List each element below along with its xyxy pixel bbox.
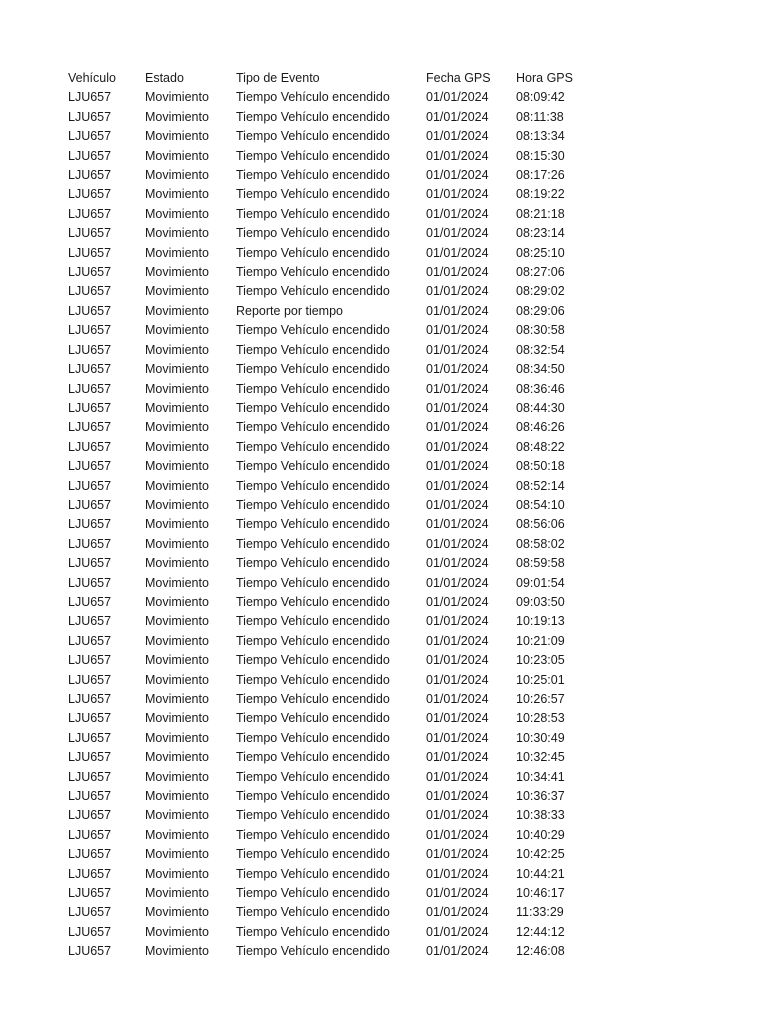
fecha-gps-cell: 01/01/2024	[426, 575, 489, 590]
fecha-gps-cell: 01/01/2024	[426, 750, 489, 765]
estado-cell: Movimiento	[145, 594, 209, 609]
tipo-evento-cell: Tiempo Vehículo encendido	[236, 109, 390, 124]
fecha-gps-cell: 01/01/2024	[426, 905, 489, 920]
tipo-evento-cell: Tiempo Vehículo encendido	[236, 284, 390, 299]
vehiculo-cell: LJU657	[68, 168, 112, 183]
table-row	[68, 263, 586, 282]
table-row	[68, 205, 586, 224]
table-row	[68, 282, 586, 301]
vehiculo-cell: LJU657	[68, 420, 112, 435]
hora-gps-cell: 10:19:13	[516, 614, 565, 629]
tipo-evento-cell: Tiempo Vehículo encendido	[236, 265, 390, 280]
estado-cell: Movimiento	[145, 362, 209, 377]
hora-gps-cell: 09:03:50	[516, 594, 565, 609]
tipo-evento-cell: Tiempo Vehículo encendido	[236, 478, 390, 493]
estado-cell: Movimiento	[145, 148, 209, 163]
tipo-evento-cell: Tiempo Vehículo encendido	[236, 497, 390, 512]
tipo-evento-cell: Tiempo Vehículo encendido	[236, 226, 390, 241]
hora-gps-cell: 10:25:01	[516, 672, 565, 687]
vehiculo-cell: LJU657	[68, 362, 112, 377]
estado-cell: Movimiento	[145, 556, 209, 571]
fecha-gps-cell: 01/01/2024	[426, 226, 489, 241]
fecha-gps-cell: 01/01/2024	[426, 653, 489, 668]
estado-cell: Movimiento	[145, 129, 209, 144]
hora-gps-cell: 12:44:12	[516, 924, 565, 939]
table-header-row	[68, 69, 586, 88]
vehiculo-cell: LJU657	[68, 847, 112, 862]
table-row	[68, 88, 586, 107]
vehiculo-cell: LJU657	[68, 439, 112, 454]
table-row	[68, 554, 586, 573]
hora-gps-cell: 10:40:29	[516, 827, 565, 842]
vehiculo-cell: LJU657	[68, 924, 112, 939]
table-row	[68, 671, 586, 690]
tipo-evento-cell: Tiempo Vehículo encendido	[236, 886, 390, 901]
table-row	[68, 787, 586, 806]
table-row	[68, 690, 586, 709]
hora-gps-cell: 08:09:42	[516, 90, 565, 105]
hora-gps-cell: 11:33:29	[516, 905, 564, 920]
hora-gps-cell: 08:48:22	[516, 439, 565, 454]
table-row	[68, 923, 586, 942]
table-row	[68, 709, 586, 728]
fecha-gps-cell: 01/01/2024	[426, 517, 489, 532]
hora-gps-cell: 10:26:57	[516, 692, 565, 706]
estado-cell: Movimiento	[145, 109, 209, 124]
vehiculo-cell: LJU657	[68, 226, 112, 241]
fecha-gps-cell: 01/01/2024	[426, 808, 489, 823]
vehiculo-cell: LJU657	[68, 109, 112, 124]
fecha-gps-cell: 01/01/2024	[426, 362, 489, 377]
hora-gps-cell: 10:30:49	[516, 730, 565, 745]
table-row	[68, 244, 586, 263]
estado-cell: Movimiento	[145, 653, 209, 668]
vehiculo-cell: LJU657	[68, 789, 112, 804]
fecha-gps-cell: 01/01/2024	[426, 692, 489, 706]
hora-gps-cell: 08:36:46	[516, 381, 565, 396]
tipo-evento-cell: Tiempo Vehículo encendido	[236, 692, 390, 706]
tipo-evento-cell: Tiempo Vehículo encendido	[236, 594, 390, 609]
hora-gps-cell: 08:30:58	[516, 323, 565, 338]
table-row	[68, 651, 586, 670]
table-row	[68, 399, 586, 418]
vehiculo-cell: LJU657	[68, 575, 112, 590]
fecha-gps-cell: 01/01/2024	[426, 789, 489, 804]
table-row	[68, 302, 586, 321]
vehiculo-cell: LJU657	[68, 400, 112, 415]
hora-gps-cell: 08:17:26	[516, 168, 565, 183]
vehiculo-cell: LJU657	[68, 536, 112, 551]
hora-gps-cell: 10:46:17	[516, 886, 565, 901]
fecha-gps-cell: 01/01/2024	[426, 866, 489, 881]
fecha-gps-cell: 01/01/2024	[426, 536, 489, 551]
vehiculo-cell: LJU657	[68, 556, 112, 571]
header-hora-gps: Hora GPS	[516, 71, 573, 85]
vehiculo-cell: LJU657	[68, 459, 112, 474]
estado-cell: Movimiento	[145, 886, 209, 901]
estado-cell: Movimiento	[145, 459, 209, 474]
fecha-gps-cell: 01/01/2024	[426, 187, 489, 202]
estado-cell: Movimiento	[145, 692, 209, 706]
estado-cell: Movimiento	[145, 614, 209, 629]
table-row	[68, 477, 586, 496]
hora-gps-cell: 08:46:26	[516, 420, 565, 435]
tipo-evento-cell: Tiempo Vehículo encendido	[236, 245, 390, 260]
estado-cell: Movimiento	[145, 750, 209, 765]
hora-gps-cell: 08:15:30	[516, 148, 565, 163]
tipo-evento-cell: Tiempo Vehículo encendido	[236, 905, 390, 920]
table-row	[68, 185, 586, 204]
estado-cell: Movimiento	[145, 226, 209, 241]
fecha-gps-cell: 01/01/2024	[426, 827, 489, 842]
vehiculo-cell: LJU657	[68, 517, 112, 532]
vehiculo-cell: LJU657	[68, 711, 112, 726]
fecha-gps-cell: 01/01/2024	[426, 886, 489, 901]
hora-gps-cell: 08:21:18	[516, 206, 565, 221]
tipo-evento-cell: Tiempo Vehículo encendido	[236, 808, 390, 823]
hora-gps-cell: 08:52:14	[516, 478, 565, 493]
estado-cell: Movimiento	[145, 905, 209, 920]
estado-cell: Movimiento	[145, 420, 209, 435]
vehiculo-cell: LJU657	[68, 284, 112, 299]
vehiculo-cell: LJU657	[68, 90, 112, 105]
estado-cell: Movimiento	[145, 866, 209, 881]
fecha-gps-cell: 01/01/2024	[426, 400, 489, 415]
fecha-gps-cell: 01/01/2024	[426, 420, 489, 435]
tipo-evento-cell: Tiempo Vehículo encendido	[236, 924, 390, 939]
table-row	[68, 166, 586, 185]
fecha-gps-cell: 01/01/2024	[426, 497, 489, 512]
estado-cell: Movimiento	[145, 245, 209, 260]
table-row	[68, 574, 586, 593]
fecha-gps-cell: 01/01/2024	[426, 265, 489, 280]
fecha-gps-cell: 01/01/2024	[426, 769, 489, 784]
estado-cell: Movimiento	[145, 90, 209, 105]
table-row	[68, 496, 586, 515]
table-body	[68, 88, 586, 961]
fecha-gps-cell: 01/01/2024	[426, 944, 489, 959]
tipo-evento-cell: Tiempo Vehículo encendido	[236, 168, 390, 183]
hora-gps-cell: 10:23:05	[516, 653, 565, 668]
estado-cell: Movimiento	[145, 769, 209, 784]
tipo-evento-cell: Tiempo Vehículo encendido	[236, 866, 390, 881]
estado-cell: Movimiento	[145, 497, 209, 512]
tipo-evento-cell: Tiempo Vehículo encendido	[236, 342, 390, 357]
hora-gps-cell: 10:34:41	[516, 769, 565, 784]
table-row	[68, 826, 586, 845]
vehiculo-cell: LJU657	[68, 944, 112, 959]
tipo-evento-cell: Tiempo Vehículo encendido	[236, 362, 390, 377]
tipo-evento-cell: Tiempo Vehículo encendido	[236, 730, 390, 745]
estado-cell: Movimiento	[145, 206, 209, 221]
table-row	[68, 612, 586, 631]
tipo-evento-cell: Tiempo Vehículo encendido	[236, 381, 390, 396]
hora-gps-cell: 08:44:30	[516, 400, 565, 415]
hora-gps-cell: 10:32:45	[516, 750, 565, 765]
tipo-evento-cell: Tiempo Vehículo encendido	[236, 556, 390, 571]
vehiculo-cell: LJU657	[68, 478, 112, 493]
estado-cell: Movimiento	[145, 633, 209, 648]
fecha-gps-cell: 01/01/2024	[426, 129, 489, 144]
table-row	[68, 224, 586, 243]
fecha-gps-cell: 01/01/2024	[426, 284, 489, 299]
tipo-evento-cell: Tiempo Vehículo encendido	[236, 206, 390, 221]
hora-gps-cell: 08:27:06	[516, 265, 565, 280]
vehiculo-cell: LJU657	[68, 497, 112, 512]
tipo-evento-cell: Tiempo Vehículo encendido	[236, 323, 390, 338]
estado-cell: Movimiento	[145, 303, 209, 318]
hora-gps-cell: 10:42:25	[516, 847, 565, 862]
tipo-evento-cell: Tiempo Vehículo encendido	[236, 420, 390, 435]
vehiculo-cell: LJU657	[68, 730, 112, 745]
vehiculo-cell: LJU657	[68, 866, 112, 881]
tipo-evento-cell: Tiempo Vehículo encendido	[236, 847, 390, 862]
tipo-evento-cell: Tiempo Vehículo encendido	[236, 536, 390, 551]
tipo-evento-cell: Tiempo Vehículo encendido	[236, 129, 390, 144]
table-row	[68, 438, 586, 457]
fecha-gps-cell: 01/01/2024	[426, 672, 489, 687]
vehiculo-cell: LJU657	[68, 672, 112, 687]
fecha-gps-cell: 01/01/2024	[426, 614, 489, 629]
estado-cell: Movimiento	[145, 847, 209, 862]
tipo-evento-cell: Tiempo Vehículo encendido	[236, 90, 390, 105]
table-row	[68, 321, 586, 340]
hora-gps-cell: 08:54:10	[516, 497, 565, 512]
estado-cell: Movimiento	[145, 575, 209, 590]
hora-gps-cell: 10:36:37	[516, 789, 565, 804]
vehiculo-cell: LJU657	[68, 653, 112, 668]
hora-gps-cell: 10:28:53	[516, 711, 565, 726]
tipo-evento-cell: Tiempo Vehículo encendido	[236, 614, 390, 629]
fecha-gps-cell: 01/01/2024	[426, 381, 489, 396]
table-row	[68, 845, 586, 864]
fecha-gps-cell: 01/01/2024	[426, 148, 489, 163]
estado-cell: Movimiento	[145, 730, 209, 745]
estado-cell: Movimiento	[145, 265, 209, 280]
estado-cell: Movimiento	[145, 517, 209, 532]
hora-gps-cell: 08:29:02	[516, 284, 565, 299]
vehiculo-cell: LJU657	[68, 614, 112, 629]
estado-cell: Movimiento	[145, 400, 209, 415]
estado-cell: Movimiento	[145, 672, 209, 687]
table-row	[68, 768, 586, 787]
hora-gps-cell: 08:11:38	[516, 109, 564, 124]
table-row	[68, 418, 586, 437]
vehiculo-cell: LJU657	[68, 265, 112, 280]
gps-event-table	[68, 69, 586, 962]
vehiculo-cell: LJU657	[68, 905, 112, 920]
hora-gps-cell: 08:59:58	[516, 556, 565, 571]
estado-cell: Movimiento	[145, 439, 209, 454]
vehiculo-cell: LJU657	[68, 594, 112, 609]
hora-gps-cell: 08:23:14	[516, 226, 565, 241]
fecha-gps-cell: 01/01/2024	[426, 633, 489, 648]
tipo-evento-cell: Tiempo Vehículo encendido	[236, 769, 390, 784]
header-tipo-evento: Tipo de Evento	[236, 71, 320, 85]
table-row	[68, 806, 586, 825]
hora-gps-cell: 08:56:06	[516, 517, 565, 532]
vehiculo-cell: LJU657	[68, 827, 112, 842]
tipo-evento-cell: Tiempo Vehículo encendido	[236, 711, 390, 726]
tipo-evento-cell: Tiempo Vehículo encendido	[236, 187, 390, 202]
fecha-gps-cell: 01/01/2024	[426, 245, 489, 260]
table-row	[68, 535, 586, 554]
fecha-gps-cell: 01/01/2024	[426, 594, 489, 609]
fecha-gps-cell: 01/01/2024	[426, 924, 489, 939]
table-row	[68, 147, 586, 166]
hora-gps-cell: 10:21:09	[516, 633, 565, 648]
table-row	[68, 360, 586, 379]
header-vehiculo: Vehículo	[68, 71, 116, 85]
estado-cell: Movimiento	[145, 187, 209, 202]
vehiculo-cell: LJU657	[68, 148, 112, 163]
table-row	[68, 380, 586, 399]
estado-cell: Movimiento	[145, 284, 209, 299]
table-row	[68, 865, 586, 884]
estado-cell: Movimiento	[145, 944, 209, 959]
vehiculo-cell: LJU657	[68, 206, 112, 221]
tipo-evento-cell: Tiempo Vehículo encendido	[236, 827, 390, 842]
fecha-gps-cell: 01/01/2024	[426, 90, 489, 105]
fecha-gps-cell: 01/01/2024	[426, 439, 489, 454]
vehiculo-cell: LJU657	[68, 692, 112, 706]
tipo-evento-cell: Tiempo Vehículo encendido	[236, 944, 390, 959]
vehiculo-cell: LJU657	[68, 769, 112, 784]
fecha-gps-cell: 01/01/2024	[426, 459, 489, 474]
fecha-gps-cell: 01/01/2024	[426, 303, 489, 318]
table-row	[68, 593, 586, 612]
hora-gps-cell: 08:29:06	[516, 303, 565, 318]
fecha-gps-cell: 01/01/2024	[426, 478, 489, 493]
fecha-gps-cell: 01/01/2024	[426, 711, 489, 726]
vehiculo-cell: LJU657	[68, 323, 112, 338]
table-row	[68, 942, 586, 961]
tipo-evento-cell: Tiempo Vehículo encendido	[236, 750, 390, 765]
hora-gps-cell: 08:19:22	[516, 187, 565, 202]
table-row	[68, 457, 586, 476]
estado-cell: Movimiento	[145, 789, 209, 804]
estado-cell: Movimiento	[145, 711, 209, 726]
estado-cell: Movimiento	[145, 342, 209, 357]
tipo-evento-cell: Tiempo Vehículo encendido	[236, 517, 390, 532]
hora-gps-cell: 08:25:10	[516, 245, 565, 260]
vehiculo-cell: LJU657	[68, 750, 112, 765]
hora-gps-cell: 08:32:54	[516, 342, 565, 357]
hora-gps-cell: 08:58:02	[516, 536, 565, 551]
vehiculo-cell: LJU657	[68, 633, 112, 648]
vehiculo-cell: LJU657	[68, 808, 112, 823]
table-row	[68, 884, 586, 903]
estado-cell: Movimiento	[145, 827, 209, 842]
tipo-evento-cell: Tiempo Vehículo encendido	[236, 633, 390, 648]
fecha-gps-cell: 01/01/2024	[426, 847, 489, 862]
estado-cell: Movimiento	[145, 323, 209, 338]
tipo-evento-cell: Tiempo Vehículo encendido	[236, 400, 390, 415]
header-fecha-gps: Fecha GPS	[426, 71, 491, 85]
fecha-gps-cell: 01/01/2024	[426, 168, 489, 183]
vehiculo-cell: LJU657	[68, 342, 112, 357]
estado-cell: Movimiento	[145, 168, 209, 183]
tipo-evento-cell: Tiempo Vehículo encendido	[236, 575, 390, 590]
tipo-evento-cell: Tiempo Vehículo encendido	[236, 459, 390, 474]
fecha-gps-cell: 01/01/2024	[426, 109, 489, 124]
vehiculo-cell: LJU657	[68, 129, 112, 144]
tipo-evento-cell: Tiempo Vehículo encendido	[236, 789, 390, 804]
table-row	[68, 127, 586, 146]
table-row	[68, 903, 586, 922]
vehiculo-cell: LJU657	[68, 303, 112, 318]
table-row	[68, 341, 586, 360]
hora-gps-cell: 08:34:50	[516, 362, 565, 377]
tipo-evento-cell: Tiempo Vehículo encendido	[236, 672, 390, 687]
table-row	[68, 515, 586, 534]
fecha-gps-cell: 01/01/2024	[426, 556, 489, 571]
table-row	[68, 729, 586, 748]
hora-gps-cell: 12:46:08	[516, 944, 565, 959]
table-row	[68, 108, 586, 127]
tipo-evento-cell: Tiempo Vehículo encendido	[236, 148, 390, 163]
hora-gps-cell: 10:38:33	[516, 808, 565, 823]
hora-gps-cell: 08:50:18	[516, 459, 565, 474]
estado-cell: Movimiento	[145, 381, 209, 396]
table-row	[68, 748, 586, 767]
table-row	[68, 632, 586, 651]
tipo-evento-cell: Tiempo Vehículo encendido	[236, 653, 390, 668]
fecha-gps-cell: 01/01/2024	[426, 342, 489, 357]
fecha-gps-cell: 01/01/2024	[426, 730, 489, 745]
fecha-gps-cell: 01/01/2024	[426, 323, 489, 338]
tipo-evento-cell: Tiempo Vehículo encendido	[236, 439, 390, 454]
hora-gps-cell: 08:13:34	[516, 129, 565, 144]
estado-cell: Movimiento	[145, 808, 209, 823]
vehiculo-cell: LJU657	[68, 245, 112, 260]
vehiculo-cell: LJU657	[68, 381, 112, 396]
fecha-gps-cell: 01/01/2024	[426, 206, 489, 221]
estado-cell: Movimiento	[145, 478, 209, 493]
vehiculo-cell: LJU657	[68, 187, 112, 202]
estado-cell: Movimiento	[145, 536, 209, 551]
tipo-evento-cell: Reporte por tiempo	[236, 303, 344, 318]
hora-gps-cell: 09:01:54	[516, 575, 565, 590]
hora-gps-cell: 10:44:21	[516, 866, 565, 881]
vehiculo-cell: LJU657	[68, 886, 112, 901]
estado-cell: Movimiento	[145, 924, 209, 939]
header-estado: Estado	[145, 71, 184, 85]
